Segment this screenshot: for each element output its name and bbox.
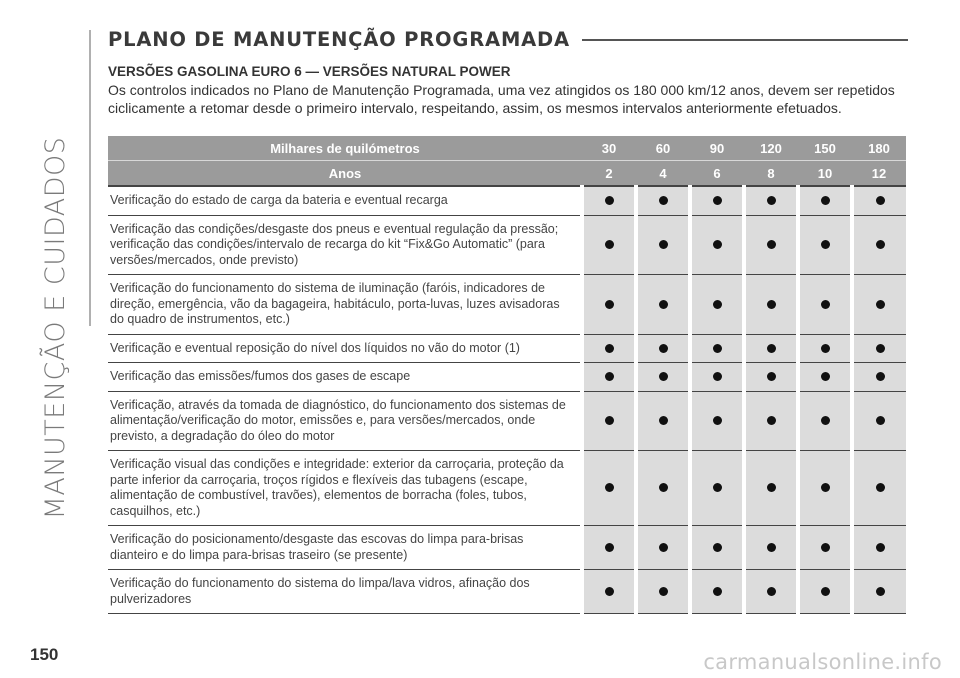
section-side-title: MANUTENÇÃO E CUIDADOS <box>40 136 71 520</box>
task-description: Verificação das emissões/fumos dos gases de escape <box>108 363 582 392</box>
filled-dot-icon <box>821 240 830 249</box>
side-divider <box>89 30 91 326</box>
filled-dot-icon <box>659 416 668 425</box>
interval-mark-cell <box>636 391 690 451</box>
task-description: Verificação e eventual reposição do nível dos líquidos no vão do motor (1) <box>108 334 582 363</box>
interval-mark-cell <box>636 215 690 275</box>
filled-dot-icon <box>605 587 614 596</box>
interval-mark-cell <box>744 570 798 614</box>
interval-mark-cell <box>636 334 690 363</box>
table-row <box>108 526 906 570</box>
interval-mark-cell <box>582 570 636 614</box>
interval-mark-cell <box>798 215 852 275</box>
filled-dot-icon <box>713 372 722 381</box>
interval-mark-cell <box>582 526 636 570</box>
filled-dot-icon <box>876 300 885 309</box>
interval-mark-cell <box>582 334 636 363</box>
interval-mark-cell <box>798 334 852 363</box>
interval-mark-cell <box>744 334 798 363</box>
filled-dot-icon <box>767 483 776 492</box>
header-year-value: 6 <box>690 161 744 187</box>
interval-mark-cell <box>582 391 636 451</box>
header-km-value: 120 <box>744 136 798 161</box>
filled-dot-icon <box>767 416 776 425</box>
filled-dot-icon <box>876 196 885 205</box>
filled-dot-icon <box>767 300 776 309</box>
header-km-value: 60 <box>636 136 690 161</box>
interval-mark-cell <box>798 186 852 215</box>
interval-mark-cell <box>582 363 636 392</box>
interval-mark-cell <box>690 391 744 451</box>
task-description: Verificação do estado de carga da bateria e eventual recarga <box>108 186 582 215</box>
interval-mark-cell <box>690 526 744 570</box>
interval-mark-cell <box>690 275 744 335</box>
table-row <box>108 186 906 215</box>
header-km-value: 30 <box>582 136 636 161</box>
interval-mark-cell <box>636 275 690 335</box>
interval-mark-cell <box>852 570 906 614</box>
table-row <box>108 451 906 526</box>
interval-mark-cell <box>690 451 744 526</box>
filled-dot-icon <box>713 483 722 492</box>
filled-dot-icon <box>876 543 885 552</box>
header-year-value: 12 <box>852 161 906 187</box>
filled-dot-icon <box>821 372 830 381</box>
interval-mark-cell <box>852 526 906 570</box>
header-year-value: 4 <box>636 161 690 187</box>
title-rule <box>582 39 908 41</box>
filled-dot-icon <box>821 344 830 353</box>
interval-mark-cell <box>636 570 690 614</box>
interval-mark-cell <box>636 363 690 392</box>
filled-dot-icon <box>876 587 885 596</box>
table-row <box>108 275 906 335</box>
header-km-label: Milhares de quilómetros <box>108 136 582 161</box>
watermark: carmanualsonline.info <box>703 650 942 674</box>
filled-dot-icon <box>713 196 722 205</box>
maintenance-table <box>108 136 906 614</box>
interval-mark-cell <box>690 363 744 392</box>
filled-dot-icon <box>659 372 668 381</box>
header-years-label: Anos <box>108 161 582 187</box>
interval-mark-cell <box>744 526 798 570</box>
interval-mark-cell <box>798 275 852 335</box>
filled-dot-icon <box>876 416 885 425</box>
filled-dot-icon <box>713 543 722 552</box>
filled-dot-icon <box>713 344 722 353</box>
filled-dot-icon <box>659 240 668 249</box>
task-description: Verificação, através da tomada de diagnóstico, do funcionamento dos sistemas de alimentação/verificação do motor, emissões e, para versões/mercados, onde previsto, a degradação do óleo do motor <box>108 391 582 451</box>
filled-dot-icon <box>713 416 722 425</box>
filled-dot-icon <box>767 372 776 381</box>
header-km-value: 180 <box>852 136 906 161</box>
page-title <box>108 28 908 51</box>
interval-mark-cell <box>636 186 690 215</box>
task-description: Verificação do funcionamento do sistema do limpa/lava vidros, afinação dos pulverizadores <box>108 570 582 614</box>
task-description: Verificação do posicionamento/desgaste das escovas do limpa para-brisas dianteiro e do limpa para-brisas traseiro (se presente) <box>108 526 582 570</box>
interval-mark-cell <box>636 526 690 570</box>
filled-dot-icon <box>821 543 830 552</box>
header-km-value: 150 <box>798 136 852 161</box>
interval-mark-cell <box>582 186 636 215</box>
interval-mark-cell <box>636 451 690 526</box>
header-row-years <box>108 161 906 187</box>
filled-dot-icon <box>713 300 722 309</box>
interval-mark-cell <box>852 391 906 451</box>
filled-dot-icon <box>659 300 668 309</box>
table-row <box>108 570 906 614</box>
header-year-value: 8 <box>744 161 798 187</box>
filled-dot-icon <box>605 543 614 552</box>
filled-dot-icon <box>767 196 776 205</box>
page-number: 150 <box>30 645 59 664</box>
filled-dot-icon <box>876 344 885 353</box>
task-description: Verificação das condições/desgaste dos pneus e eventual regulação da pressão; verificação das condições/intervalo de recarga do kit “Fix&Go Automatic” (para versões/mercados, onde previsto) <box>108 215 582 275</box>
filled-dot-icon <box>767 344 776 353</box>
filled-dot-icon <box>821 196 830 205</box>
interval-mark-cell <box>798 526 852 570</box>
filled-dot-icon <box>605 344 614 353</box>
filled-dot-icon <box>713 587 722 596</box>
filled-dot-icon <box>821 300 830 309</box>
filled-dot-icon <box>605 372 614 381</box>
filled-dot-icon <box>876 483 885 492</box>
interval-mark-cell <box>582 451 636 526</box>
interval-mark-cell <box>798 451 852 526</box>
interval-mark-cell <box>852 334 906 363</box>
filled-dot-icon <box>605 300 614 309</box>
filled-dot-icon <box>659 344 668 353</box>
interval-mark-cell <box>582 275 636 335</box>
interval-mark-cell <box>852 363 906 392</box>
filled-dot-icon <box>605 196 614 205</box>
interval-mark-cell <box>744 275 798 335</box>
task-description: Verificação visual das condições e integridade: exterior da carroçaria, proteção da parte inferior da carroçaria, troços rígidos e flexíveis das tubagens (escape, alimentação de combustível, travões), elementos de borracha (foles, tubos, casquilhos, etc.) <box>108 451 582 526</box>
interval-mark-cell <box>744 186 798 215</box>
interval-mark-cell <box>852 275 906 335</box>
interval-mark-cell <box>852 215 906 275</box>
section-subtitle: VERSÕES GASOLINA EURO 6 — VERSÕES NATURAL POWER <box>108 64 511 79</box>
filled-dot-icon <box>659 543 668 552</box>
filled-dot-icon <box>659 483 668 492</box>
interval-mark-cell <box>744 215 798 275</box>
interval-mark-cell <box>582 215 636 275</box>
interval-mark-cell <box>744 363 798 392</box>
interval-mark-cell <box>852 451 906 526</box>
filled-dot-icon <box>605 483 614 492</box>
maintenance-table-body <box>108 186 906 614</box>
interval-mark-cell <box>690 570 744 614</box>
filled-dot-icon <box>767 543 776 552</box>
header-year-value: 10 <box>798 161 852 187</box>
filled-dot-icon <box>821 587 830 596</box>
table-row <box>108 215 906 275</box>
filled-dot-icon <box>821 416 830 425</box>
interval-mark-cell <box>744 391 798 451</box>
table-row <box>108 391 906 451</box>
filled-dot-icon <box>659 587 668 596</box>
header-row-km <box>108 136 906 161</box>
task-description: Verificação do funcionamento do sistema de iluminação (faróis, indicadores de direção, emergência, vão da bagageira, habitáculo, porta-luvas, luzes avisadoras do quadro de instrumentos, etc.) <box>108 275 582 335</box>
table-row <box>108 363 906 392</box>
interval-mark-cell <box>798 363 852 392</box>
interval-mark-cell <box>690 334 744 363</box>
filled-dot-icon <box>605 240 614 249</box>
page-title-text: PLANO DE MANUTENÇÃO PROGRAMADA <box>108 28 570 51</box>
header-year-value: 2 <box>582 161 636 187</box>
filled-dot-icon <box>767 587 776 596</box>
filled-dot-icon <box>876 240 885 249</box>
filled-dot-icon <box>713 240 722 249</box>
table-row <box>108 334 906 363</box>
filled-dot-icon <box>659 196 668 205</box>
intro-paragraph: Os controlos indicados no Plano de Manutenção Programada, uma vez atingidos os 180 000 km/12 anos, devem ser repetidos ciclicamente a retomar desde o primeiro intervalo, respeitando, assim, os mesmos intervalos anteriormente efetuados. <box>108 82 895 116</box>
filled-dot-icon <box>605 416 614 425</box>
header-km-value: 90 <box>690 136 744 161</box>
interval-mark-cell <box>690 186 744 215</box>
interval-mark-cell <box>744 451 798 526</box>
filled-dot-icon <box>876 372 885 381</box>
filled-dot-icon <box>767 240 776 249</box>
interval-mark-cell <box>798 391 852 451</box>
filled-dot-icon <box>821 483 830 492</box>
interval-mark-cell <box>690 215 744 275</box>
interval-mark-cell <box>852 186 906 215</box>
interval-mark-cell <box>798 570 852 614</box>
